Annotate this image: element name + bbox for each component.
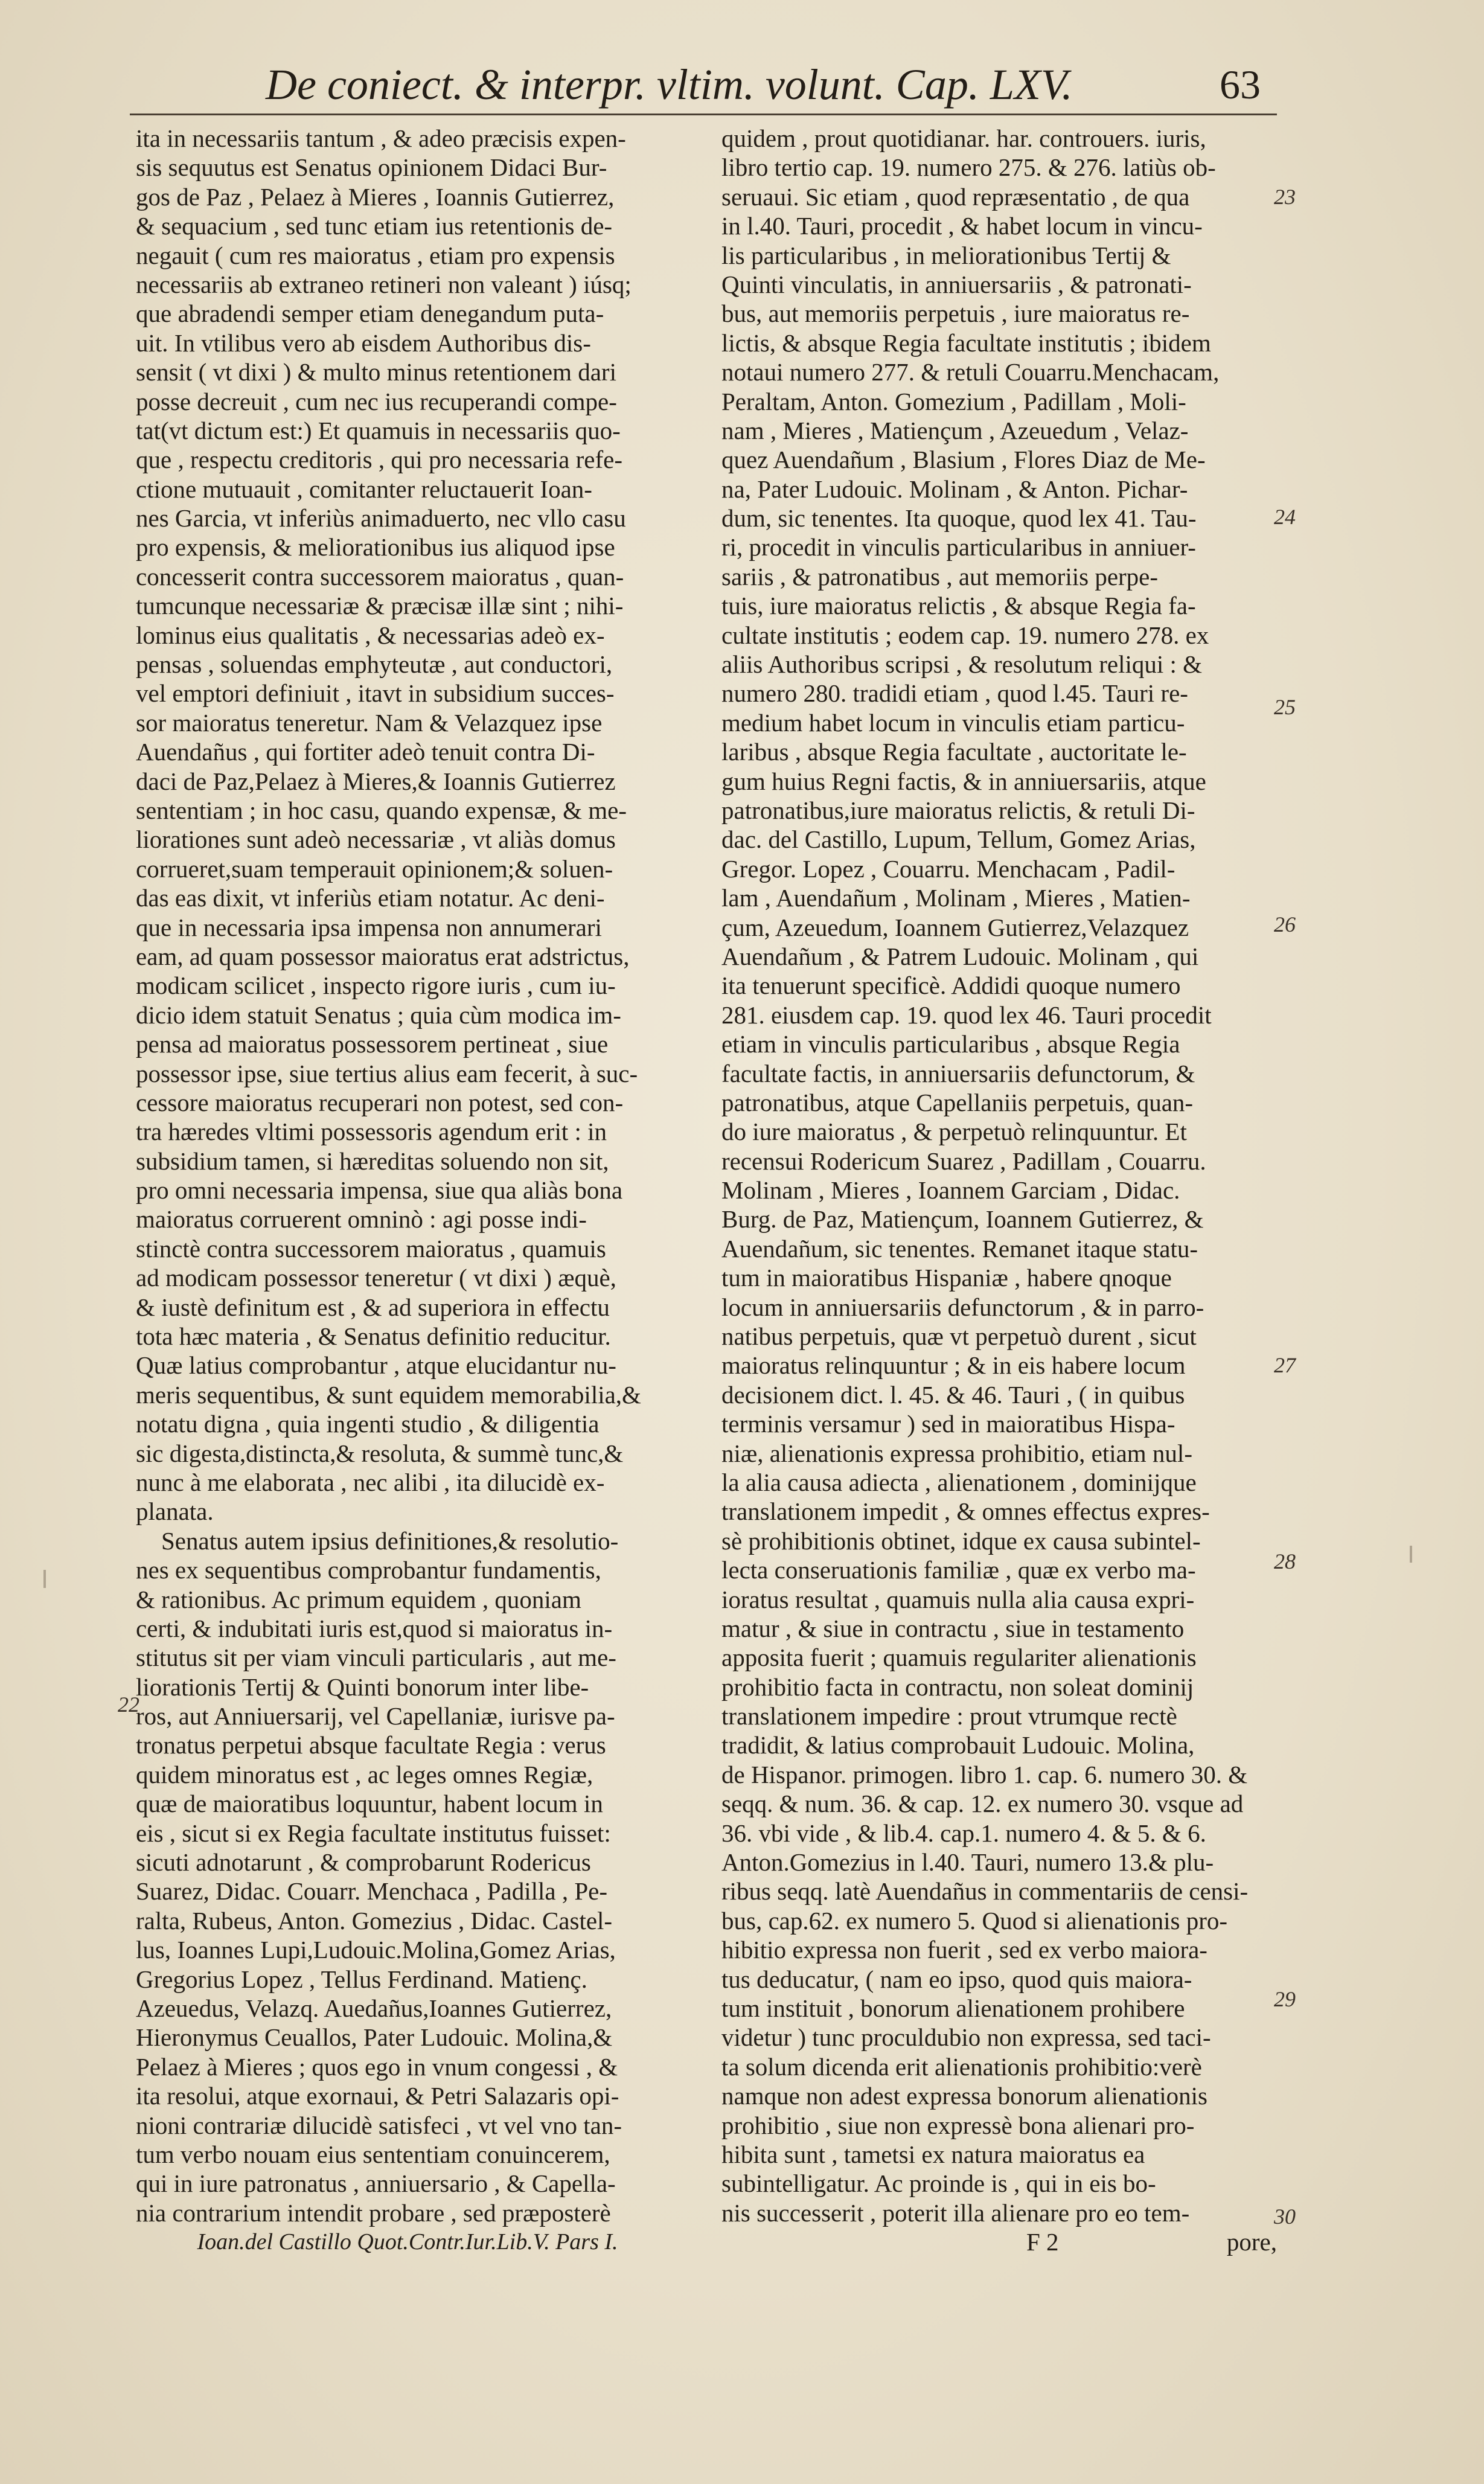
text-line: pro expensis, & meliorationibus ius aliquod ipse: [136, 533, 615, 562]
text-line: gos de Paz , Pelaez à Mieres , Ioannis Gutierrez,: [136, 182, 615, 211]
text-line: nis successerit , poterit illa alienare pro eo tem-: [721, 2198, 1190, 2227]
text-line: notaui numero 277. & retuli Couarru.Menchacam,: [721, 358, 1220, 386]
text-line: pensa ad maioratus possessorem pertineat , siue: [136, 1030, 609, 1058]
text-line: Molinam , Mieres , Ioannem Garciam , Didac.: [721, 1176, 1180, 1205]
text-line: ad modicam possessor teneretur ( vt dixi ) æquè,: [136, 1264, 616, 1292]
text-line: gum huius Regni factis, & in anniuersariis, atque: [721, 767, 1206, 795]
text-line: Pelaez à Mieres ; quos ego in vnum congessi , &: [136, 2052, 618, 2081]
text-line: na, Pater Ludouic. Molinam , & Anton. Pichar-: [721, 475, 1188, 503]
text-line: facultate factis, in anniuersariis defunctorum, &: [721, 1059, 1195, 1087]
text-line: lus, Ioannes Lupi,Ludouic.Molina,Gomez Arias,: [136, 1936, 616, 1964]
text-line: certi, & indubitati iuris est,quod si maioratus in-: [136, 1614, 613, 1642]
text-line: subsidium tamen, si hæreditas soluendo non sit,: [136, 1147, 609, 1175]
text-line: concesserit contra successorem maioratus , quan-: [136, 562, 624, 591]
text-line: bus, aut memoriis perpetuis , iure maioratus re-: [721, 299, 1190, 328]
text-line: tum in maioratibus Hispaniæ , habere qnoque: [721, 1264, 1172, 1292]
text-line: dicio idem statuit Senatus ; quia cùm modica im-: [136, 1000, 621, 1029]
margin-number-26: 26: [1274, 912, 1296, 936]
text-line: que in necessaria ipsa impensa non annumerari: [136, 913, 602, 941]
text-line: quez Auendañum , Blasium , Flores Diaz de Me-: [721, 446, 1206, 474]
text-line: decisionem dict. l. 45. & 46. Tauri , ( in quibus: [721, 1380, 1185, 1409]
text-line: do iure maioratus , & perpetuò relinquuntur. Et: [721, 1118, 1187, 1146]
text-line: ros, aut Anniuersarij, vel Capellaniæ, iurisve pa-: [136, 1702, 615, 1730]
margin-ink-mark: [43, 1570, 46, 1588]
footer-signature-row: [721, 2227, 1277, 2256]
text-line: corrueret,suam temperauit opinionem;& soluen-: [136, 854, 613, 883]
text-line: nam , Mieres , Matiençum , Azeuedum , Velaz-: [721, 416, 1189, 444]
text-line: das eas dixit, vt inferiùs etiam notatur. Ac deni-: [136, 884, 605, 912]
text-line: liorationis Tertij & Quinti bonorum inter libe-: [136, 1673, 589, 1701]
text-line: numero 280. tradidi etiam , quod l.45. Tauri re-: [721, 679, 1188, 708]
text-line: ta solum dicenda erit alienationis prohibitio:verè: [721, 2052, 1202, 2081]
text-line: cultate institutis ; eodem cap. 19. numero 278. ex: [721, 621, 1209, 649]
text-line: ribus seqq. latè Auendañus in commentariis de censi-: [721, 1877, 1249, 1906]
text-line: sensit ( vt dixi ) & multo minus retentionem dari: [136, 358, 616, 386]
text-line: quæ de maioratibus loquuntur, habent locum in: [136, 1790, 603, 1818]
text-line: sè prohibitionis obtinet, idque ex causa subintel-: [721, 1526, 1201, 1555]
text-line: cessore maioratus recuperari non potest, sed con-: [136, 1088, 624, 1116]
text-line: tra hæredes vltimi possessoris agendum erit : in: [136, 1118, 607, 1146]
text-line: apposita fuerit ; quamuis regulariter alienationis: [721, 1644, 1197, 1672]
text-line: lecta conseruationis familiæ , quæ ex verbo ma-: [721, 1556, 1196, 1584]
text-line: eam, ad quam possessor maioratus erat adstrictus,: [136, 942, 630, 970]
text-line: subintelligatur. Ac proinde is , qui in eis bo-: [721, 2169, 1156, 2198]
text-line: tuis, iure maioratus relictis , & absque Regia fa-: [721, 592, 1196, 620]
text-line: libro tertio cap. 19. numero 275. & 276. latiùs ob-: [721, 153, 1216, 182]
text-line: sis sequutus est Senatus opinionem Didaci Bur-: [136, 153, 607, 182]
text-line: que abradendi semper etiam denegandum puta-: [136, 299, 604, 328]
text-line: notatu digna , quia ingenti studio , & diligentia: [136, 1410, 600, 1438]
text-line: lominus eius qualitatis , & necessarias adeò ex-: [136, 621, 605, 649]
margin-ink-mark: [1410, 1546, 1412, 1563]
text-line: medium habet locum in vinculis etiam particu-: [721, 708, 1185, 737]
text-line: maioratus corruerent omninò : agi posse indi-: [136, 1205, 587, 1234]
text-line: seqq. & num. 36. & cap. 12. ex numero 30. vsque ad: [721, 1790, 1244, 1818]
text-line: terminis versamur ) sed in maioratibus Hispa-: [721, 1410, 1175, 1438]
text-line: Azeuedus, Velazq. Auedañus,Ioannes Gutierrez,: [136, 1994, 612, 2022]
text-line: laribus , absque Regia facultate , auctoritate le-: [721, 738, 1187, 766]
text-line: bus, cap.62. ex numero 5. Quod si alienationis pro-: [721, 1906, 1228, 1935]
text-line: Auendañus , qui fortiter adeò tenuit contra Di-: [136, 738, 595, 766]
text-line: translationem impedire : prout vtrumque rectè: [721, 1702, 1177, 1730]
running-header: [266, 57, 1352, 112]
text-line: Burg. de Paz, Matiençum, Ioannem Gutierrez, &: [721, 1205, 1204, 1234]
text-line: Quæ latius comprobantur , atque elucidantur nu-: [136, 1351, 616, 1380]
text-line: sententiam ; in hoc casu, quando expensæ, & me-: [136, 796, 627, 824]
text-line: tat(vt dictum est:) Et quamuis in necessariis quo-: [136, 416, 621, 444]
text-line: patronatibus,iure maioratus relictis, & retuli Di-: [721, 796, 1195, 824]
text-line: tota hæc materia , & Senatus definitio reducitur.: [136, 1322, 611, 1351]
text-line: tumcunque necessariæ & præcisæ illæ sint ; nihi-: [136, 592, 624, 620]
text-line: eis , sicut si ex Regia facultate institutus fuisset:: [136, 1819, 611, 1847]
text-line: nunc à me elaborata , nec alibi , ita dilucidè ex-: [136, 1468, 605, 1496]
text-line: namque non adest expressa bonorum alienationis: [721, 2082, 1207, 2110]
text-line: prohibitio , siue non expressè bona alienari pro-: [721, 2111, 1195, 2139]
text-line: quidem minoratus est , ac leges omnes Regiæ,: [136, 1760, 593, 1788]
text-line: necessariis ab extraneo retineri non valeant ) iúsq;: [136, 270, 632, 298]
text-line: qui in iure patronatus , anniuersario , & Capella-: [136, 2169, 616, 2198]
running-title: De coniect. & interpr. vltim. volunt. Cap. LXV.: [266, 60, 1073, 109]
signature-mark: F 2: [1026, 2228, 1059, 2256]
text-line: tradidit, & latius comprobauit Ludouic. Molina,: [721, 1731, 1195, 1759]
text-line: maioratus relinquuntur ; & in eis habere locum: [721, 1351, 1186, 1380]
text-line: Peraltam, Anton. Gomezium , Padillam , Moli-: [721, 387, 1186, 415]
text-line: & iustè definitum est , & ad superiora in effectu: [136, 1293, 610, 1321]
text-line: nia contrarium intendit probare , sed præposterè: [136, 2198, 611, 2227]
margin-number-22: 22: [118, 1692, 139, 1717]
text-line: la alia causa adiecta , alienationem , dominijque: [721, 1468, 1197, 1496]
text-line: tus deducatur, ( nam eo ipso, quod quis maiora-: [721, 1965, 1192, 1993]
text-line: hibitio expressa non fuerit , sed ex verbo maiora-: [721, 1936, 1207, 1964]
text-line: quidem , prout quotidianar. har. controuers. iuris,: [721, 124, 1206, 152]
text-line: nes Garcia, vt inferiùs animaduerto, nec vllo casu: [136, 504, 626, 533]
text-line: Auendañum, sic tenentes. Remanet itaque statu-: [721, 1234, 1198, 1263]
text-line: ctione mutuauit , comitanter reluctauerit Ioan-: [136, 475, 592, 503]
text-line: pensas , soluendas emphyteutæ , aut conductori,: [136, 650, 613, 679]
text-line: lictis, & absque Regia facultate institutis ; ibidem: [721, 328, 1211, 357]
text-line: sor maioratus teneretur. Nam & Velazquez ipse: [136, 708, 603, 737]
text-line: niæ, alienationis expressa prohibitio, etiam nul-: [721, 1439, 1192, 1467]
text-line: ita resolui, atque exornaui, & Petri Salazaris opi-: [136, 2082, 619, 2110]
text-line: locum in anniuersariis defunctorum , & in parro-: [721, 1293, 1204, 1321]
text-line: Auendañum , & Patrem Ludouic. Molinam , qui: [721, 942, 1199, 970]
text-line: ralta, Rubeus, Anton. Gomezius , Didac. Castel-: [136, 1906, 613, 1935]
text-line: in l.40. Tauri, procedit , & habet locum in vincu-: [721, 212, 1203, 240]
footer-attribution: Ioan.del Castillo Quot.Contr.Iur.Lib.V. Pars I.: [197, 2229, 618, 2255]
text-line: stinctè contra successorem maioratus , quamuis: [136, 1234, 606, 1263]
text-line: lam , Auendañum , Molinam , Mieres , Matien-: [721, 884, 1191, 912]
text-line: ita in necessariis tantum , & adeo præcisis expen-: [136, 124, 626, 152]
text-line: Gregorius Lopez , Tellus Ferdinand. Matienç.: [136, 1965, 587, 1993]
text-line: stitutus sit per viam vinculi particularis , aut me-: [136, 1644, 616, 1672]
text-line: tronatus perpetui absque facultate Regia : verus: [136, 1731, 606, 1759]
text-line: Hieronymus Ceuallos, Pater Ludouic. Molina,&: [136, 2023, 613, 2052]
margin-number-29: 29: [1274, 1987, 1296, 2011]
text-line: hibita sunt , tametsi ex natura maioratus ea: [721, 2140, 1145, 2168]
text-line: de Hispanor. primogen. libro 1. cap. 6. numero 30. &: [721, 1760, 1248, 1788]
margin-number-23: 23: [1274, 185, 1296, 209]
text-line: que , respectu creditoris , qui pro necessaria refe-: [136, 446, 622, 474]
text-line: sariis , & patronatibus , aut memoriis perpe-: [721, 562, 1159, 591]
text-line: sic digesta,distincta,& resoluta, & summè tunc,&: [136, 1439, 624, 1467]
text-line: recensui Rodericum Suarez , Padillam , Couarru.: [721, 1147, 1206, 1175]
text-line: posse decreuit , cum nec ius recuperandi compe-: [136, 387, 617, 415]
margin-number-27: 27: [1274, 1353, 1296, 1377]
text-line: ioratus resultat , quamuis nulla alia causa expri-: [721, 1585, 1195, 1613]
text-line: & rationibus. Ac primum equidem , quoniam: [136, 1585, 581, 1613]
text-line: prohibitio facta in contractu, non soleat dominij: [721, 1673, 1194, 1701]
text-line: vel emptori definiuit , itavt in subsidium succes-: [136, 679, 615, 708]
text-line: & sequacium , sed tunc etiam ius retentionis de-: [136, 212, 613, 240]
text-line: negauit ( cum res maioratus , etiam pro expensis: [136, 241, 615, 269]
text-line: videtur ) tunc proculdubio non expressa, sed taci-: [721, 2023, 1211, 2052]
text-line: natibus perpetuis, quæ vt perpetuò durent , sicut: [721, 1322, 1197, 1351]
text-line: meris sequentibus, & sunt equidem memorabilia,&: [136, 1380, 641, 1409]
text-line: Gregor. Lopez , Couarru. Menchacam , Padil-: [721, 854, 1175, 883]
text-line: seruaui. Sic etiam , quod repræsentatio , de qua: [721, 182, 1190, 211]
text-line: Senatus autem ipsius definitiones,& resolutio-: [161, 1526, 619, 1555]
text-line: nioni contrariæ dilucidè satisfeci , vt vel vno tan-: [136, 2111, 622, 2139]
text-line: liorationes sunt adeò necessariæ , vt aliàs domus: [136, 825, 616, 854]
text-line: Anton.Gomezius in l.40. Tauri, numero 13.& plu-: [721, 1848, 1214, 1877]
text-line: patronatibus, atque Capellaniis perpetuis, quan-: [721, 1088, 1194, 1116]
page-number: 63: [1220, 62, 1261, 107]
margin-number-28: 28: [1274, 1549, 1296, 1573]
text-line: dac. del Castillo, Lupum, Tellum, Gomez Arias,: [721, 825, 1196, 854]
margin-number-25: 25: [1274, 695, 1296, 719]
text-line: lis particularibus , in meliorationibus Tertij &: [721, 241, 1171, 269]
left-text-column: [136, 124, 679, 2257]
text-line: pro omni necessaria impensa, siue qua aliàs bona: [136, 1176, 623, 1205]
text-line: tum verbo nouam eius sententiam conuincerem,: [136, 2140, 610, 2168]
text-line: possessor ipse, siue tertius alius eam fecerit, à suc-: [136, 1059, 638, 1087]
header-rule: [130, 114, 1277, 115]
text-line: sicuti adnotarunt , & comprobarunt Rodericus: [136, 1848, 591, 1877]
text-line: 281. eiusdem cap. 19. quod lex 46. Tauri procedit: [721, 1000, 1212, 1029]
text-line: matur , & siue in contractu , siue in testamento: [721, 1614, 1185, 1642]
text-line: dum, sic tenentes. Ita quoque, quod lex 41. Tau-: [721, 504, 1197, 533]
text-line: Suarez, Didac. Couarr. Menchaca , Padilla , Pe-: [136, 1877, 608, 1906]
text-line: modicam scilicet , inspecto rigore iuris , cum iu-: [136, 972, 616, 1000]
text-line: çum, Azeuedum, Ioannem Gutierrez,Velazquez: [721, 913, 1189, 941]
text-line: nes ex sequentibus comprobantur fundamentis,: [136, 1556, 601, 1584]
text-line: tum instituit , bonorum alienationem prohibere: [721, 1994, 1185, 2022]
text-line: daci de Paz,Pelaez à Mieres,& Ioannis Gutierrez: [136, 767, 616, 795]
margin-number-24: 24: [1274, 505, 1296, 529]
text-line: translationem impedit , & omnes effectus expres-: [721, 1497, 1210, 1526]
text-line: Quinti vinculatis, in anniuersariis , & patronati-: [721, 270, 1192, 298]
text-line: 36. vbi vide , & lib.4. cap.1. numero 4. & 5. & 6.: [721, 1819, 1206, 1847]
text-line: etiam in vinculis particularibus , absque Regia: [721, 1030, 1180, 1058]
text-line: ita tenuerunt specificè. Addidi quoque numero: [721, 972, 1181, 1000]
right-text-column: [721, 124, 1277, 2257]
margin-number-30: 30: [1274, 2204, 1296, 2229]
text-line: uit. In vtilibus vero ab eisdem Authoribus dis-: [136, 328, 591, 357]
text-line: planata.: [136, 1497, 214, 1526]
text-line: ri, procedit in vinculis particularibus in anniuer-: [721, 533, 1196, 562]
text-line: aliis Authoribus scripsi , & resolutum reliqui : &: [721, 650, 1203, 679]
catchword: pore,: [1226, 2228, 1277, 2256]
